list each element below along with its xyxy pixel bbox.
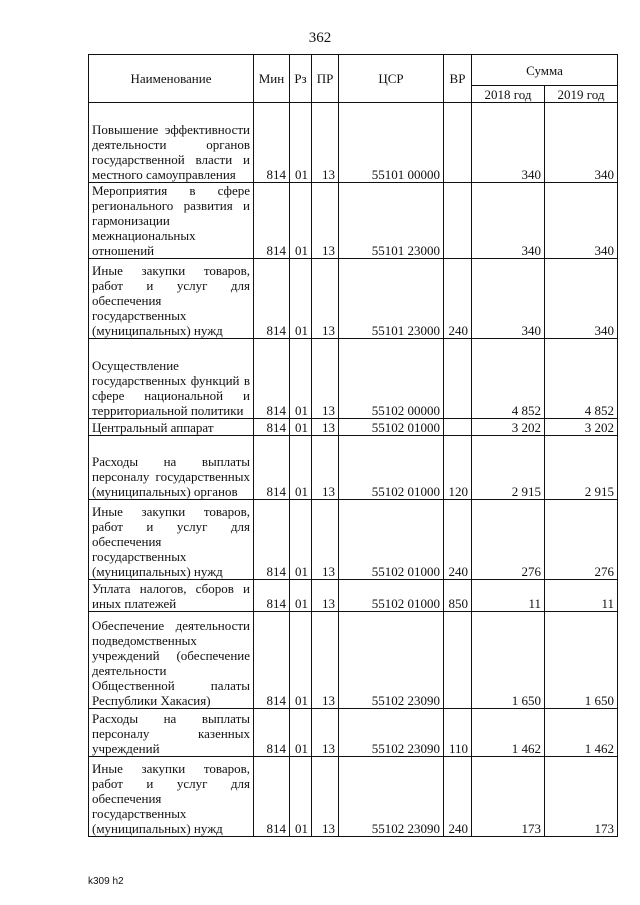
row-vr [444, 183, 472, 259]
row-vr [444, 103, 472, 183]
row-name: Расходы на выплаты персоналу государственных (муниципальных) органов [89, 436, 254, 500]
row-vr: 240 [444, 500, 472, 580]
row-csr: 55102 00000 [339, 339, 444, 419]
header-vr: ВР [444, 55, 472, 103]
row-min: 814 [254, 103, 290, 183]
page-number: 362 [308, 30, 332, 46]
row-rz: 01 [290, 500, 312, 580]
row-rz: 01 [290, 757, 312, 837]
row-rz: 01 [290, 259, 312, 339]
row-name: Повышение эффективности деятельности органов государственной власти и местного самоуправления [89, 103, 254, 183]
header-min: Мин [254, 55, 290, 103]
row-vr: 110 [444, 709, 472, 757]
row-name: Осуществление государственных функций в сфере национальной и территориальной политики [89, 339, 254, 419]
footer-code: k309 h2 [88, 876, 124, 887]
row-csr: 55102 01000 [339, 580, 444, 612]
row-pr: 13 [312, 183, 339, 259]
row-amount-2019: 11 [545, 580, 618, 612]
row-name: Мероприятия в сфере регионального развития и гармонизации межнациональных отношений [89, 183, 254, 259]
row-pr: 13 [312, 259, 339, 339]
row-rz: 01 [290, 436, 312, 500]
row-min: 814 [254, 259, 290, 339]
row-pr: 13 [312, 500, 339, 580]
row-amount-2018: 3 202 [472, 419, 545, 436]
row-csr: 55101 23000 [339, 259, 444, 339]
row-name: Обеспечение деятельности подведомственных учреждений (обеспечение деятельности Общественной палаты Республики Хакасия) [89, 612, 254, 709]
row-amount-2018: 1 650 [472, 612, 545, 709]
row-amount-2018: 340 [472, 183, 545, 259]
row-rz: 01 [290, 580, 312, 612]
row-min: 814 [254, 580, 290, 612]
row-name: Центральный аппарат [89, 419, 254, 436]
row-amount-2019: 1 650 [545, 612, 618, 709]
header-pr: ПР [312, 55, 339, 103]
budget-table [88, 54, 618, 837]
row-csr: 55102 01000 [339, 436, 444, 500]
row-rz: 01 [290, 339, 312, 419]
table-row [89, 339, 618, 419]
row-amount-2019: 2 915 [545, 436, 618, 500]
row-name: Иные закупки товаров, работ и услуг для обеспечения государственных (муниципальных) нужд [89, 259, 254, 339]
row-rz: 01 [290, 419, 312, 436]
row-csr: 55102 23090 [339, 757, 444, 837]
table-row [89, 580, 618, 612]
row-amount-2018: 340 [472, 259, 545, 339]
row-vr: 120 [444, 436, 472, 500]
table-row [89, 419, 618, 436]
table-row [89, 709, 618, 757]
row-rz: 01 [290, 709, 312, 757]
header-csr: ЦСР [339, 55, 444, 103]
header-2019: 2019 год [545, 86, 618, 103]
table-row [89, 612, 618, 709]
row-pr: 13 [312, 436, 339, 500]
row-rz: 01 [290, 103, 312, 183]
row-csr: 55101 23000 [339, 183, 444, 259]
header-2018: 2018 год [472, 86, 545, 103]
row-pr: 13 [312, 709, 339, 757]
row-min: 814 [254, 183, 290, 259]
row-name: Расходы на выплаты персоналу казенных учреждений [89, 709, 254, 757]
table-row [89, 183, 618, 259]
row-pr: 13 [312, 580, 339, 612]
header-rz: Рз [290, 55, 312, 103]
row-min: 814 [254, 339, 290, 419]
row-amount-2018: 276 [472, 500, 545, 580]
row-amount-2018: 2 915 [472, 436, 545, 500]
table-header-row [89, 55, 618, 86]
row-vr [444, 612, 472, 709]
row-name: Иные закупки товаров, работ и услуг для обеспечения государственных (муниципальных) нужд [89, 500, 254, 580]
row-pr: 13 [312, 612, 339, 709]
row-amount-2018: 1 462 [472, 709, 545, 757]
row-rz: 01 [290, 183, 312, 259]
table-row [89, 500, 618, 580]
row-amount-2019: 340 [545, 259, 618, 339]
row-amount-2018: 4 852 [472, 339, 545, 419]
row-amount-2019: 340 [545, 103, 618, 183]
row-pr: 13 [312, 419, 339, 436]
table-row [89, 436, 618, 500]
row-min: 814 [254, 709, 290, 757]
row-vr [444, 419, 472, 436]
row-vr: 850 [444, 580, 472, 612]
table-row [89, 259, 618, 339]
row-pr: 13 [312, 103, 339, 183]
row-min: 814 [254, 612, 290, 709]
row-min: 814 [254, 419, 290, 436]
table-row [89, 103, 618, 183]
row-vr: 240 [444, 259, 472, 339]
row-amount-2018: 340 [472, 103, 545, 183]
row-vr [444, 339, 472, 419]
row-csr: 55102 01000 [339, 419, 444, 436]
header-sum: Сумма [472, 55, 618, 86]
row-amount-2019: 4 852 [545, 339, 618, 419]
row-rz: 01 [290, 612, 312, 709]
row-min: 814 [254, 436, 290, 500]
row-amount-2018: 11 [472, 580, 545, 612]
row-vr: 240 [444, 757, 472, 837]
row-name: Уплата налогов, сборов и иных платежей [89, 580, 254, 612]
row-name: Иные закупки товаров, работ и услуг для обеспечения государственных (муниципальных) нужд [89, 757, 254, 837]
row-csr: 55102 23090 [339, 709, 444, 757]
row-amount-2018: 173 [472, 757, 545, 837]
table-row [89, 757, 618, 837]
row-amount-2019: 173 [545, 757, 618, 837]
table-body [89, 103, 618, 837]
row-csr: 55101 00000 [339, 103, 444, 183]
header-name: Наименование [89, 55, 254, 103]
row-amount-2019: 276 [545, 500, 618, 580]
row-amount-2019: 3 202 [545, 419, 618, 436]
row-min: 814 [254, 500, 290, 580]
row-min: 814 [254, 757, 290, 837]
row-amount-2019: 1 462 [545, 709, 618, 757]
row-pr: 13 [312, 757, 339, 837]
row-pr: 13 [312, 339, 339, 419]
row-amount-2019: 340 [545, 183, 618, 259]
row-csr: 55102 01000 [339, 500, 444, 580]
row-csr: 55102 23090 [339, 612, 444, 709]
